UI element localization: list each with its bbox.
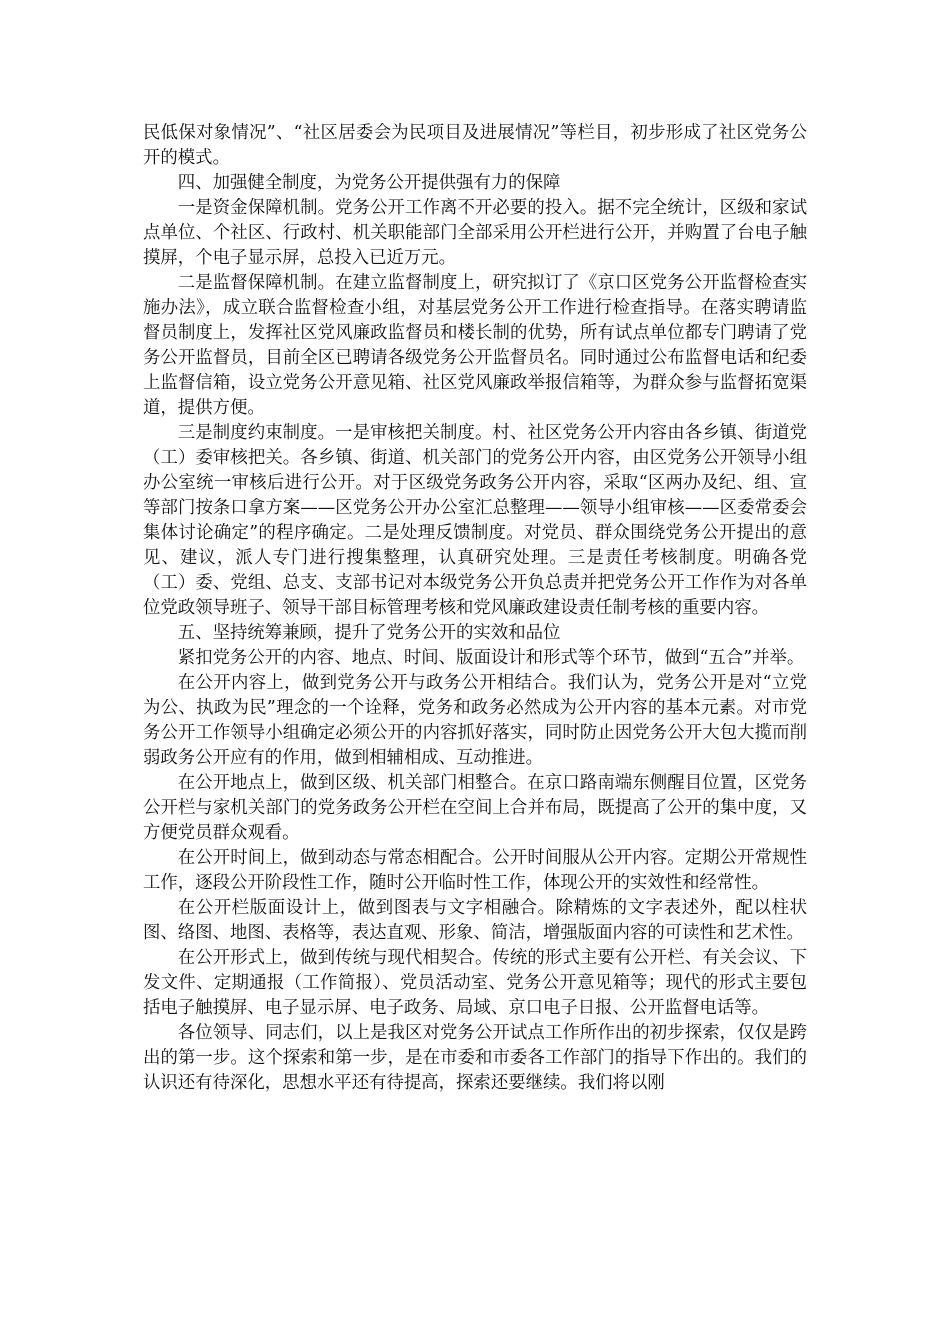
paragraph: 在公开形式上，做到传统与现代相契合。传统的形式主要有公开栏、有关会议、下发文件、定期通报（工作简报）、党员活动室、党务公开意见箱等；现代的形式主要包括电子触摸屏、电子显示屏、电子政务、局域、京口电子日报、公开监督电话等。 (143, 948, 807, 1018)
paragraph: 三是制度约束制度。一是审核把关制度。村、社区党务公开内容由各乡镇、街道党（工）委审核把关。各乡镇、街道、机关部门的党务公开内容，由区党务公开领导小组办公室统一审核后进行公开。对于区级党务政务公开内容，采取“区两办及纪、组、宣等部门按条口拿方案——区党务公开办公室汇总整理——领导小组审核——区委常委会集体讨论确定”的程序确定。二是处理反馈制度。对党员、群众围绕党务公开提出的意见、建议，派人专门进行搜集整理，认真研究处理。三是责任考核制度。明确各党（工）委、党组、总支、支部书记对本级党务公开负总责并把党务公开工作作为对各单位党政领导班子、领导干部目标管理考核和党风廉政建设责任制考核的重要内容。 (143, 423, 807, 618)
paragraph: 在公开地点上，做到区级、机关部门相整合。在京口路南端东侧醒目位置，区党务公开栏与家机关部门的党务政务公开栏在空间上合并布局，既提高了公开的集中度，又方便党员群众观看。 (143, 773, 807, 843)
paragraph: 在公开内容上，做到党务公开与政务公开相结合。我们认为，党务公开是对“立党为公、执政为民”理念的一个诠释，党务和政务必然成为公开内容的基本元素。对市党务公开工作领导小组确定必须公开的内容抓好落实，同时防止因党务公开大包大揽而削弱政务公开应有的作用，做到相辅相成、互动推进。 (143, 673, 807, 768)
paragraph: 一是资金保障机制。党务公开工作离不开必要的投入。据不完全统计，区级和家试点单位、个社区、行政村、机关职能部门全部采用公开栏进行公开，并购置了台电子触摸屏，个电子显示屏，总投入已近万元。 (143, 198, 807, 268)
document-body (143, 121, 807, 1096)
section-heading: 五、坚持统筹兼顾，提升了党务公开的实效和品位 (177, 623, 561, 643)
paragraph: 在公开时间上，做到动态与常态相配合。公开时间服从公开内容。定期公开常规性工作，逐段公开阶段性工作，随时公开临时性工作，体现公开的实效性和经常性。 (143, 848, 807, 893)
paragraph: 紧扣党务公开的内容、地点、时间、版面设计和形式等个环节，做到“五合”并举。 (177, 648, 805, 668)
paragraph: 二是监督保障机制。在建立监督制度上，研究拟订了《京口区党务公开监督检查实施办法》，成立联合监督检查小组，对基层党务公开工作进行检查指导。在落实聘请监督员制度上，发挥社区党风廉政监督员和楼长制的优势，所有试点单位都专门聘请了党务公开监督员，目前全区已聘请各级党务公开监督员名。同时通过公布监督电话和纪委上监督信箱，设立党务公开意见箱、社区党风廉政举报信箱等，为群众参与监督拓宽渠道，提供方便。 (143, 273, 807, 418)
paragraph: 在公开栏版面设计上，做到图表与文字相融合。除精炼的文字表述外，配以柱状图、络图、地图、表格等，表达直观、形象、简洁，增强版面内容的可读性和艺术性。 (143, 898, 807, 943)
paragraph: 民低保对象情况”、“社区居委会为民项目及进展情况”等栏目，初步形成了社区党务公开的模式。 (143, 123, 807, 168)
section-heading: 四、加强健全制度，为党务公开提供强有力的保障 (177, 173, 561, 193)
paragraph: 各位领导、同志们，以上是我区对党务公开试点工作所作出的初步探索，仅仅是跨出的第一步。这个探索和第一步，是在市委和市委各工作部门的指导下作出的。我们的认识还有待深化，思想水平还有待提高，探索还要继续。我们将以刚 (143, 1023, 807, 1093)
